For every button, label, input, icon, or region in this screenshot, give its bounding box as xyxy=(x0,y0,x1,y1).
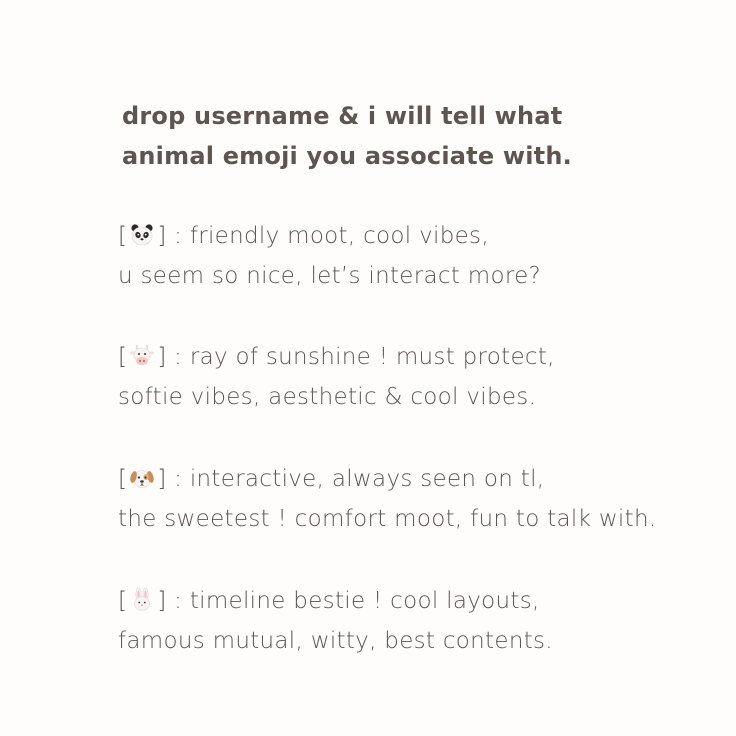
bracket-open: [ xyxy=(118,344,128,370)
entry-text-3: ] : interactive, always seen on tl, xyxy=(157,466,545,492)
rabbit-face-emoji-icon xyxy=(130,588,154,612)
entry-line-2: softie vibes, aesthetic & cool vibes. xyxy=(118,384,537,410)
heading xyxy=(122,96,572,176)
dog-face-emoji-icon xyxy=(130,466,154,490)
entry-line-1 xyxy=(118,216,541,256)
entry-line-1 xyxy=(118,581,553,621)
bracket-open: [ xyxy=(118,223,128,249)
entry-rabbit xyxy=(118,581,553,661)
entry-line-2: u seem so nice, let’s interact more? xyxy=(118,263,542,289)
entry-dog xyxy=(118,459,656,539)
cow-face-emoji-icon xyxy=(130,344,154,368)
entry-text-1: ] : friendly moot, cool vibes, xyxy=(157,223,489,249)
entry-line-1 xyxy=(118,459,656,499)
bracket-open: [ xyxy=(118,466,128,492)
heading-line-2: animal emoji you associate with. xyxy=(122,142,572,170)
entry-line-1 xyxy=(118,337,555,377)
panda-face-emoji-icon xyxy=(130,223,154,247)
entry-text-4: ] : timeline bestie ! cool layouts, xyxy=(157,588,540,614)
entry-text-2: ] : ray of sunshine ! must protect, xyxy=(157,344,555,370)
heading-line-1: drop username & i will tell what xyxy=(122,102,563,130)
entry-panda xyxy=(118,216,541,296)
entry-cow xyxy=(118,337,555,417)
bracket-open: [ xyxy=(118,588,128,614)
entry-line-2: famous mutual, witty, best contents. xyxy=(118,628,553,654)
entry-line-2: the sweetest ! comfort moot, fun to talk with. xyxy=(118,506,657,532)
